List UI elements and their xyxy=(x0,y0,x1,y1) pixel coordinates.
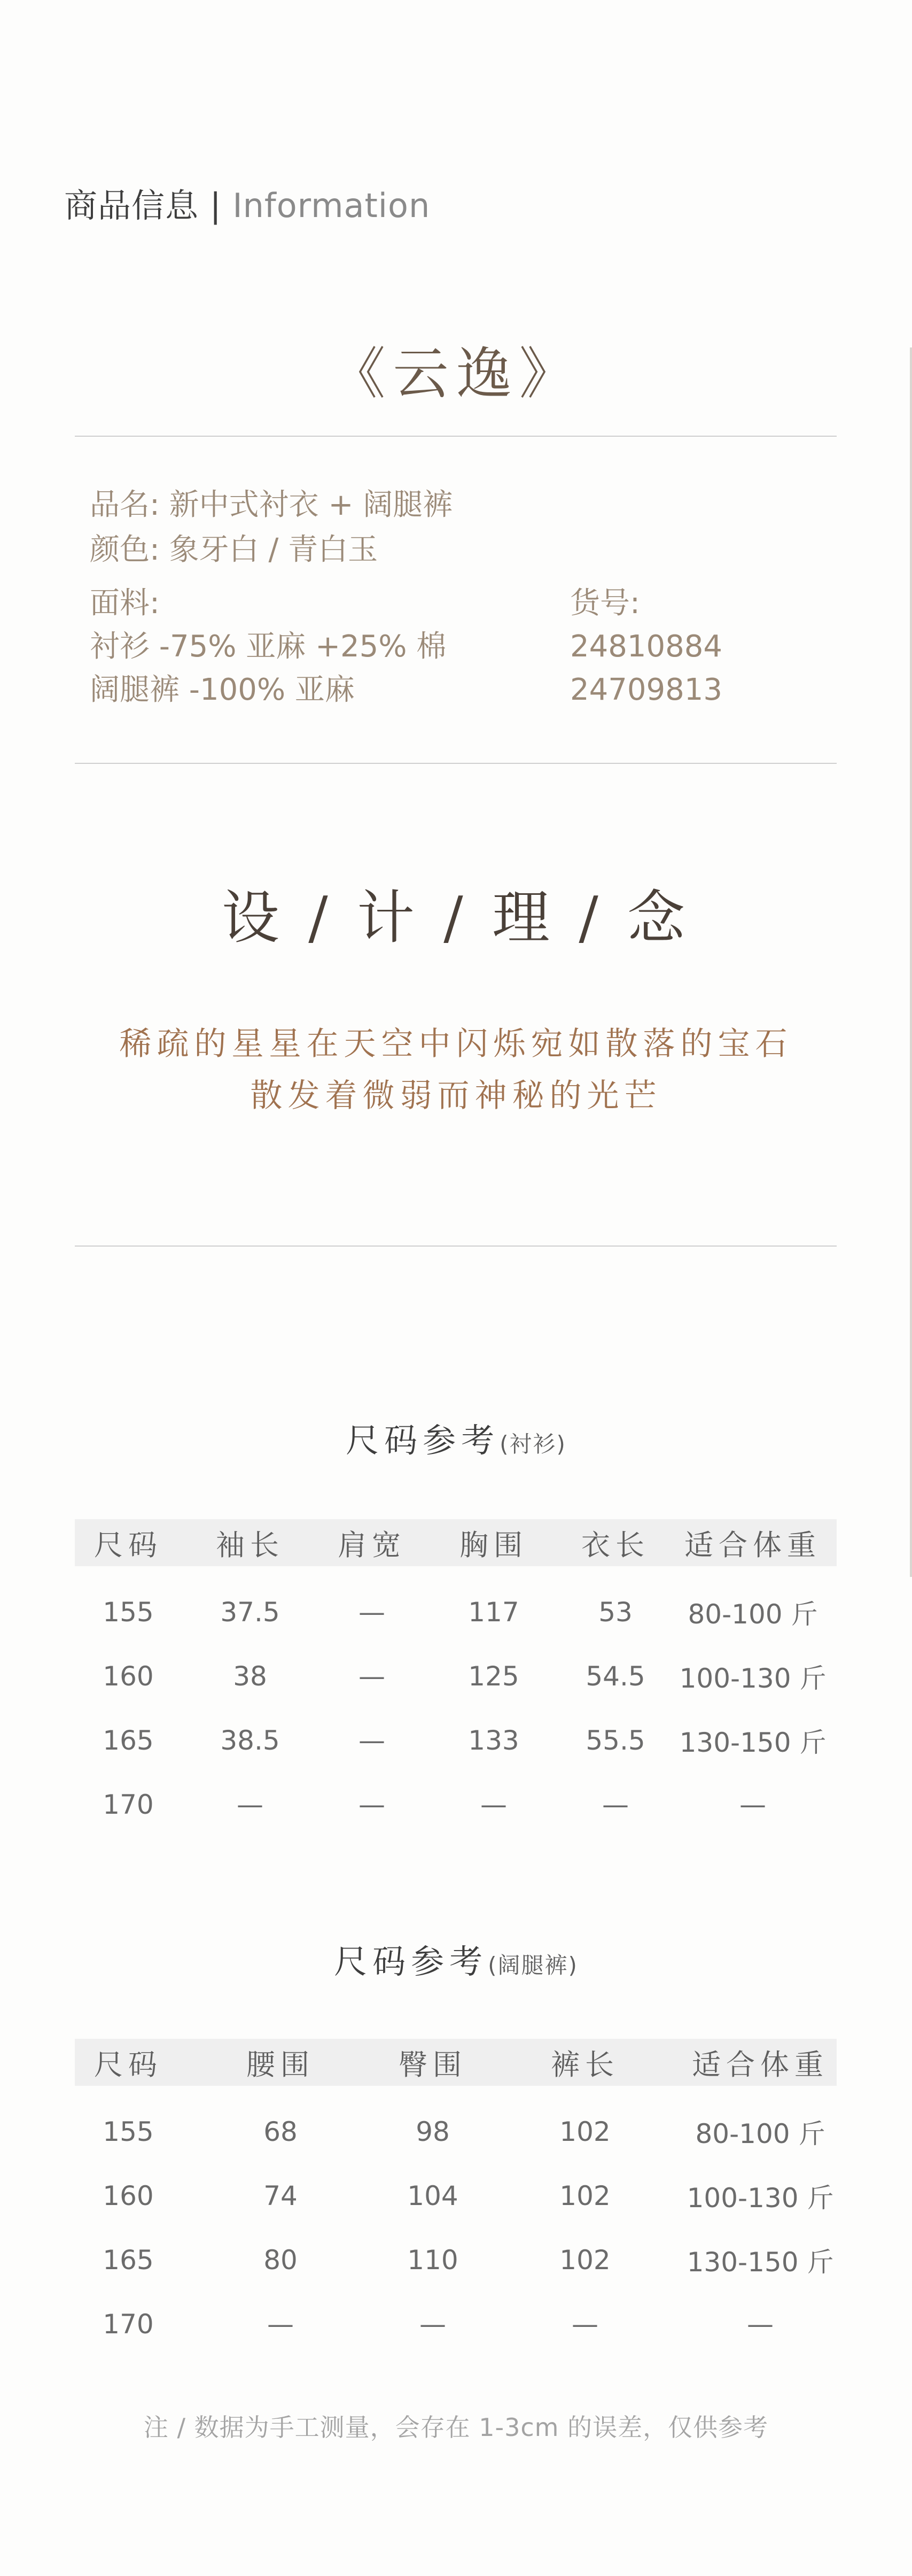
table-cell: 102 xyxy=(559,2116,611,2147)
table-cell: — xyxy=(358,1725,385,1756)
spec-fabric-pants: 阔腿裤 -100% 亚麻 xyxy=(90,672,355,707)
table-cell: 130-150 斤 xyxy=(687,2247,834,2278)
column-header: 裤长 xyxy=(551,2047,619,2082)
table-cell: — xyxy=(358,1789,385,1820)
table-header-row xyxy=(75,2039,837,2086)
product-title: 《云逸》 xyxy=(330,341,582,406)
section-header-information xyxy=(64,179,430,227)
table-cell: — xyxy=(572,2309,598,2340)
table-cell: 100-130 斤 xyxy=(679,1663,827,1694)
table-row xyxy=(75,1566,837,1644)
table-cell: — xyxy=(602,1789,629,1820)
table-row xyxy=(75,2228,837,2292)
table-cell: — xyxy=(747,2309,774,2340)
measurement-note: 注 / 数据为手工测量，会存在 1-3cm 的误差，仅供参考 xyxy=(143,2413,769,2442)
table-cell: 165 xyxy=(103,2245,154,2276)
table-cell: 117 xyxy=(468,1597,519,1628)
table-cell: 38.5 xyxy=(220,1725,280,1756)
table-cell: 155 xyxy=(103,1597,154,1628)
column-header: 衣长 xyxy=(581,1528,650,1562)
column-header: 尺码 xyxy=(94,2047,162,2082)
shirt-size-table xyxy=(75,1519,837,1837)
info-header-zh: 商品信息 xyxy=(64,186,199,225)
design-concept-line-1: 稀疏的星星在天空中闪烁宛如散落的宝石 xyxy=(119,1025,793,1063)
design-concept-line-2: 散发着微弱而神秘的光芒 xyxy=(250,1077,662,1115)
table-cell: 104 xyxy=(407,2180,458,2211)
shirt-size-subtitle: (衬衫) xyxy=(500,1431,566,1457)
table-cell: 125 xyxy=(468,1661,519,1692)
column-header: 袖长 xyxy=(216,1528,284,1562)
table-cell: 170 xyxy=(103,2309,154,2340)
divider-middle xyxy=(75,763,837,764)
table-row xyxy=(75,1773,837,1837)
table-cell: 100-130 斤 xyxy=(687,2183,834,2214)
table-cell: 68 xyxy=(263,2116,298,2147)
table-cell: 160 xyxy=(103,2180,154,2211)
spec-name: 品名: 新中式衬衣 + 阔腿裤 xyxy=(90,488,453,522)
table-cell: 74 xyxy=(263,2180,298,2211)
spec-fabric-label: 面料: xyxy=(90,586,160,621)
table-cell: — xyxy=(419,2309,446,2340)
column-header: 腰围 xyxy=(246,2047,315,2082)
table-cell: 98 xyxy=(416,2116,450,2147)
table-cell: 55.5 xyxy=(586,1725,645,1756)
table-cell: 53 xyxy=(598,1597,633,1628)
table-cell: 155 xyxy=(103,2116,154,2147)
right-edge-divider xyxy=(910,347,912,1577)
column-header: 适合体重 xyxy=(692,2047,829,2082)
table-row xyxy=(75,2086,837,2164)
table-cell: — xyxy=(358,1597,385,1628)
table-cell: 160 xyxy=(103,1661,154,1692)
table-cell: 102 xyxy=(559,2180,611,2211)
table-cell: — xyxy=(739,1789,766,1820)
table-row xyxy=(75,2164,837,2228)
column-header: 臀围 xyxy=(399,2047,467,2082)
pants-size-title-text: 尺码参考 xyxy=(334,1942,488,1981)
design-concept-title: 设 / 计 / 理 / 念 xyxy=(221,885,691,952)
pants-size-table xyxy=(75,2039,837,2356)
table-row xyxy=(75,1708,837,1773)
shirt-size-title xyxy=(0,1414,912,1461)
table-cell: 110 xyxy=(407,2245,458,2276)
table-cell: 54.5 xyxy=(586,1661,645,1692)
spec-color: 颜色: 象牙白 / 青白玉 xyxy=(90,532,378,567)
info-header-en: Information xyxy=(232,186,431,225)
table-cell: 80 xyxy=(263,2245,298,2276)
column-header: 适合体重 xyxy=(684,1528,821,1562)
table-row xyxy=(75,1644,837,1708)
info-header-separator: | xyxy=(209,186,222,225)
table-cell: 38 xyxy=(233,1661,267,1692)
table-cell: 37.5 xyxy=(220,1597,280,1628)
table-cell: 133 xyxy=(468,1725,519,1756)
table-cell: 130-150 斤 xyxy=(679,1727,827,1758)
spec-item-no-pants: 24709813 xyxy=(570,672,723,707)
table-cell: 170 xyxy=(103,1789,154,1820)
divider-top xyxy=(75,436,837,437)
table-cell: 80-100 斤 xyxy=(695,2118,825,2149)
table-cell: — xyxy=(358,1661,385,1692)
column-header: 尺码 xyxy=(94,1528,162,1562)
column-header: 胸围 xyxy=(459,1528,528,1562)
pants-size-title xyxy=(0,1935,912,1983)
divider-bottom xyxy=(75,1246,837,1247)
shirt-size-title-text: 尺码参考 xyxy=(346,1421,500,1460)
spec-item-no-shirt: 24810884 xyxy=(570,629,723,664)
pants-size-subtitle: (阔腿裤) xyxy=(488,1952,578,1978)
column-header: 肩宽 xyxy=(338,1528,406,1562)
spec-item-no-label: 货号: xyxy=(570,586,640,621)
table-header-row xyxy=(75,1519,837,1566)
table-cell: 102 xyxy=(559,2245,611,2276)
table-cell: — xyxy=(237,1789,263,1820)
table-cell: 80-100 斤 xyxy=(688,1599,818,1630)
table-cell: — xyxy=(480,1789,507,1820)
table-row xyxy=(75,2292,837,2356)
table-cell: 165 xyxy=(103,1725,154,1756)
table-cell: — xyxy=(267,2309,294,2340)
spec-fabric-shirt: 衬衫 -75% 亚麻 +25% 棉 xyxy=(90,629,447,664)
